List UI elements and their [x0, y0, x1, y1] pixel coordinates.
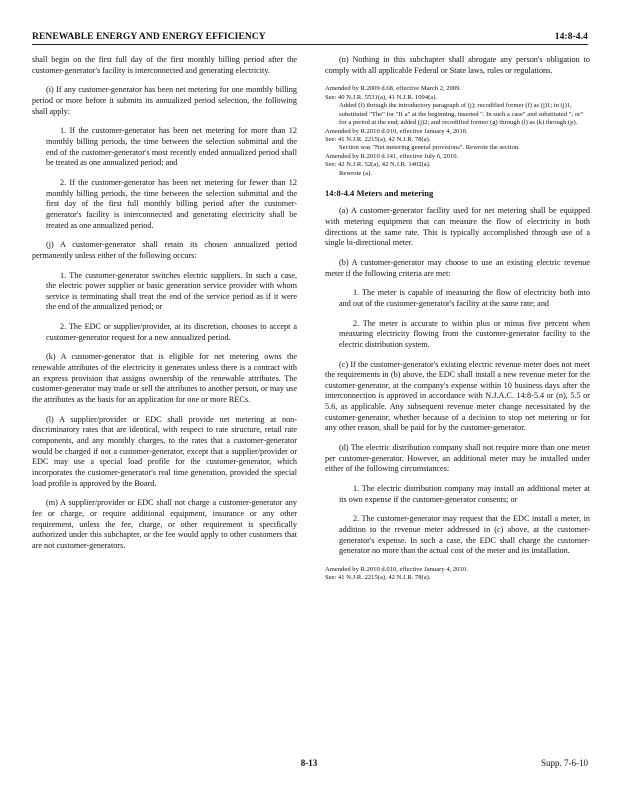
amendment-note: Rewrote (a).: [339, 169, 372, 177]
paragraph-b: (b) A customer-generator may choose to use an existing electric revenue meter if the following criteria are met:: [325, 257, 590, 278]
header-section: 14:8-4.4: [554, 32, 588, 42]
amendment-notes-end: [325, 566, 590, 583]
amendment-note: Amended by R.2009 d.68, effective March 2, 2009.: [325, 85, 462, 93]
header-rule: [32, 44, 588, 45]
section-heading: 14:8-4.4 Meters and metering: [325, 188, 434, 199]
paragraph-m: (m) A supplier/provider or EDC shall not charge a customer-generator any fee or charge, or require additional equipment, insurance or any other requirement, unless the fee, charge, or other requirement is specifically authorized under this subchapter, or the fee would apply to other customers that are not customer-generators.: [32, 498, 297, 550]
amendment-note: Amended by R.2010 d.010, effective January 4, 2010.: [325, 127, 468, 135]
paragraph-d-2: 2. The customer-generator may request that the EDC install a meter, in addition to the revenue meter addressed in (c) above, at the customer-generator's expense. In such a case, the EDC shall charge the customer-generator no more than the actual cost of the meter and its installation.: [339, 514, 590, 556]
amendment-note: Added (f) through the introductory paragraph of (j); recodified former (f) as (j)1; in (j)1, substituted "The" for "If a" at the beginning, inserted ". In such a case" and substituted "; or" for a period at the end; added (j)2; and recodified former (g) through (l) as (k) through (p).: [339, 102, 584, 127]
paragraph-b-1: 1. The meter is capable of measuring the flow of electricity both into and out of the customer-generator's facility at the same rate; and: [339, 288, 590, 308]
amendment-note: Amended by R.2010 d.141, effective July 6, 2010.: [325, 152, 459, 160]
paragraph-i-2: 2. If the customer-generator has been net metering for fewer than 12 monthly billing periods, the time between the selection submittal and the first day of the first full monthly billing period after the customer-generator's facility is interconnected and generating electricity shall be treated as one annualized period.: [46, 177, 297, 230]
paragraph-k: (k) A customer-generator that is eligible for net metering owns the renewable attributes of the electricity it generates unless there is a contract with an express provision that assigns ownership of the renewable attributes. The customer-generator may trade or sell the attributes to another person, or may use the attributes as the basis for an application for one or more RECs.: [32, 352, 297, 405]
paragraph-l: (l) A supplier/provider or EDC shall provide net metering at non-discriminatory rates that are identical, with respect to rate structure, retail rate components, and any monthly charges, to the rates that a customer-generator would be charged if not a customer-generator, except that a supplier/provider or EDC may use a special load profile for the customer-generator, which incorporates the customer-generator's real time generation, provided the special load profile is approved by the Board.: [32, 414, 297, 488]
amendment-note: Amended by R.2010 d.010, effective January 4, 2010.: [325, 566, 468, 574]
paragraph-d: (d) The electric distribution company shall not require more than one meter per customer-generator. However, an additional meter may be installed under either of the following circumstances:: [325, 443, 590, 474]
amendment-note: Section was "Net metering general provisions". Rewrote the section.: [339, 144, 520, 152]
amendment-note: See: 41 N.J.R. 2215(a), 42 N.J.R. 78(a).: [325, 135, 431, 143]
page-number: 8-13: [300, 758, 318, 768]
supplement-date: Supp. 7-6-10: [541, 758, 588, 768]
paragraph-continued: shall begin on the first full day of the first monthly billing period after the customer-generator's facility is interconnected and generating electricity.: [32, 55, 297, 75]
paragraph-i-1: 1. If the customer-generator has been net metering for more than 12 monthly billing periods, the time between the selection submittal and the end of the customer-generator's most recently ended annualized period shall be treated as one annualized period; and: [46, 126, 297, 168]
paragraph-j-1: 1. The customer-generator switches electric suppliers. In such a case, the electric power supplier or basic generation service provider with whom service is terminating shall treat the end of the service period as if it were the end of the annualized period; or: [46, 270, 297, 312]
paragraph-j: (j) A customer-generator shall retain its chosen annualized period permanently unless either of the following occurs:: [32, 240, 297, 260]
amendment-note: See: 42 N.J.R. 52(a), 42 N.J.R. 1402(a).: [325, 161, 431, 169]
amendment-notes: [325, 85, 590, 178]
header-title: RENEWABLE ENERGY AND ENERGY EFFICIENCY: [32, 32, 266, 42]
paragraph-c: (c) If the customer-generator's existing electric revenue meter does not meet the requirements in (b) above, the EDC shall install a new revenue meter for the customer-generator, at the company's expense within 10 business days after the interconnection is approved in accordance with N.J.A.C. 14:8-5.4 or (n), 5.5 or 5.6, as applicable. Any subsequent revenue meter change necessitated by the customer-generator, whether because of a decision to stop net metering or for any other reason, shall be paid for by the customer-generator.: [325, 359, 590, 433]
paragraph-i: (i) If any customer-generator has been net metering for one monthly billing period or more before it submits its annualized period selection, the following shall apply:: [32, 85, 297, 116]
paragraph-b-2: 2. The meter is accurate to within plus or minus five percent when measuring electricity flowing from the customer-generator facility to the electric distribution system.: [339, 318, 590, 349]
running-header: [32, 28, 588, 42]
paragraph-j-2: 2. The EDC or supplier/provider, at its discretion, chooses to accept a customer-generator request for a new annualized period.: [46, 322, 297, 342]
right-column: [325, 55, 590, 593]
amendment-note: See: 41 N.J.R. 2215(a), 42 N.J.R. 78(a).: [325, 574, 431, 582]
amendment-note: See: 40 N.J.R. 5531(a), 41 N.J.R. 1094(a).: [325, 93, 438, 101]
paragraph-n: (n) Nothing in this subchapter shall abrogate any person's obligation to comply with all applicable Federal or State laws, rules or regulations.: [325, 55, 590, 75]
paragraph-a: (a) A customer-generator facility used for net metering shall be equipped with metering equipment that can measure the flow of electricity in both directions at the same rate. This is typically accomplished through use of a single bi-directional meter.: [325, 206, 590, 248]
paragraph-d-1: 1. The electric distribution company may install an additional meter at its own expense if the customer-generator consents; or: [339, 484, 590, 504]
left-column: [32, 55, 297, 561]
